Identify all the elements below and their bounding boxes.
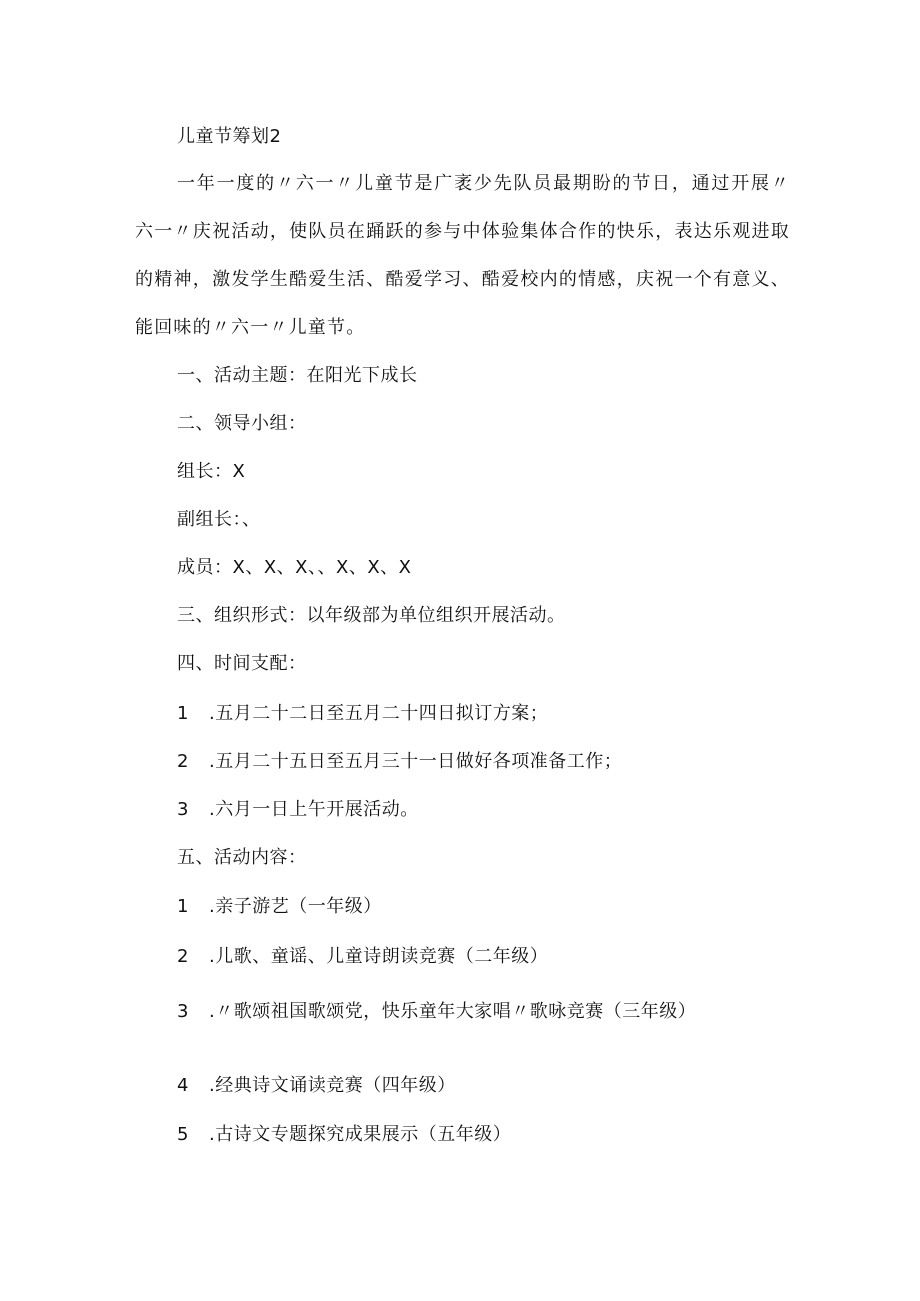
list-number: 3 bbox=[177, 799, 189, 820]
list-number: 1 bbox=[177, 703, 189, 724]
section-organization: 三、组织形式：以年级部为单位组织开展活动。 bbox=[177, 605, 566, 626]
list-text: .五月二十五日至五月三十一日做好各项准备工作； bbox=[209, 751, 623, 772]
list-item bbox=[177, 1074, 456, 1098]
list-number: 3 bbox=[177, 1001, 189, 1022]
members-line: 成员：X、X、X、、X、X、X bbox=[177, 557, 412, 578]
vice-leader-line: 副组长：、 bbox=[177, 509, 261, 530]
list-text: .六月一日上午开展活动。 bbox=[209, 799, 419, 820]
list-text: .亲子游艺（一年级） bbox=[209, 896, 382, 917]
list-number: 2 bbox=[177, 751, 189, 772]
section-leadership: 二、领导小组： bbox=[177, 413, 307, 434]
list-number: 2 bbox=[177, 946, 189, 967]
list-number: 1 bbox=[177, 896, 189, 917]
leader-line: 组长：X bbox=[177, 461, 246, 482]
document-title: 儿童节筹划2 bbox=[177, 126, 282, 147]
section-activities: 五、活动内容： bbox=[177, 847, 307, 868]
list-item bbox=[177, 798, 419, 822]
list-text: .儿歌、童谣、儿童诗朗读竞赛（二年级） bbox=[209, 946, 549, 967]
list-number: 4 bbox=[177, 1075, 189, 1096]
section-theme: 一、活动主题：在阳光下成长 bbox=[177, 365, 418, 386]
list-text: .五月二十二日至五月二十四日拟订方案； bbox=[209, 703, 549, 724]
list-number: 5 bbox=[177, 1124, 189, 1145]
list-text: .古诗文专题探究成果展示（五年级） bbox=[209, 1124, 512, 1145]
intro-paragraph: 一年一度的〃六一〃儿童节是广袤少先队员最期盼的节日，通过开展〃六一〃庆祝活动，使队员在踊跃的参与中体验集体合作的快乐，表达乐观进取的精神，激发学生酷爱生活、酷爱学习、酷爱校内的情感，庆祝一个有意义、能回味的〃六一〃儿童节。 bbox=[135, 173, 790, 338]
section-schedule: 四、时间支配： bbox=[177, 653, 307, 674]
list-item bbox=[177, 750, 622, 774]
list-text: .经典诗文诵读竞赛（四年级） bbox=[209, 1075, 456, 1096]
list-item bbox=[177, 702, 548, 726]
list-item bbox=[177, 895, 382, 919]
list-item bbox=[177, 1123, 511, 1147]
list-item bbox=[177, 1000, 696, 1024]
list-text: .〃歌颂祖国歌颂党，快乐童年大家唱〃歌咏竞赛（三年级） bbox=[209, 1001, 697, 1022]
list-item bbox=[177, 945, 548, 969]
